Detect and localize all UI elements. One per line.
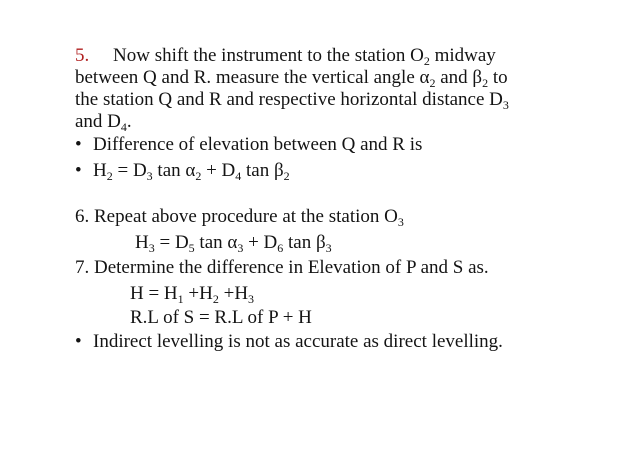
eq-text: R.L of S = R.L of P + H	[130, 307, 312, 328]
step5-line1	[75, 45, 496, 67]
eq-part: + D	[201, 160, 236, 181]
step7-text: 7. Determine the difference in Elevation of P and S as.	[75, 257, 489, 278]
eq-part: tan α	[194, 232, 238, 253]
eq-part: +H	[183, 283, 213, 304]
bullet-text: Indirect levelling is not as accurate as direct levelling.	[93, 331, 503, 352]
step6-equation	[135, 232, 332, 254]
subscript: 6	[277, 241, 284, 255]
subscript: 2	[195, 169, 202, 183]
step5-line3	[75, 89, 509, 111]
eq-part: + D	[243, 232, 278, 253]
step5-line4	[75, 111, 132, 133]
eq-part: H	[135, 232, 149, 253]
bullet-icon: •	[75, 160, 82, 181]
bullet-text: Difference of elevation between Q and R is	[93, 134, 423, 155]
step5-text: .	[126, 111, 132, 132]
step5-text: and β	[435, 67, 483, 88]
subscript: 2	[423, 54, 430, 68]
bullet-icon: •	[75, 331, 82, 352]
step7-equation	[130, 283, 254, 305]
step5-line2	[75, 67, 508, 89]
eq-part: = D	[154, 232, 189, 253]
subscript: 5	[188, 241, 195, 255]
bullet-item-h2-equation	[75, 160, 290, 182]
subscript: 3	[146, 169, 153, 183]
step5-text: Now shift the instrument to the station O	[113, 45, 424, 66]
bullet-item-difference	[75, 134, 422, 156]
subscript: 2	[482, 76, 489, 90]
subscript: 1	[177, 292, 184, 306]
step6-text: 6. Repeat above procedure at the station O	[75, 206, 398, 227]
eq-part: = D	[112, 160, 147, 181]
subscript: 2	[212, 292, 219, 306]
bullet-item-indirect	[75, 331, 503, 353]
step5-text: midway	[429, 45, 496, 66]
subscript: 4	[120, 120, 127, 134]
subscript: 2	[106, 169, 113, 183]
step5-text: between Q and R. measure the vertical angle α	[75, 67, 430, 88]
eq-part: +H	[218, 283, 249, 304]
subscript: 3	[502, 98, 509, 112]
step5-text: and D	[75, 111, 121, 132]
subscript: 3	[237, 241, 244, 255]
step5-text: to	[488, 67, 508, 88]
eq-part: tan β	[241, 160, 284, 181]
bullet-icon: •	[75, 134, 82, 155]
subscript: 3	[397, 215, 404, 229]
subscript: 3	[248, 292, 255, 306]
subscript: 2	[429, 76, 436, 90]
eq-part: H	[93, 160, 107, 181]
subscript: 3	[325, 241, 332, 255]
eq-part: H = H	[130, 283, 178, 304]
subscript: 2	[283, 169, 290, 183]
eq-part: tan α	[152, 160, 196, 181]
eq-part: tan β	[283, 232, 326, 253]
rl-equation	[130, 307, 312, 329]
step5-text: the station Q and R and respective horizontal distance D	[75, 89, 503, 110]
subscript: 4	[235, 169, 242, 183]
subscript: 3	[148, 241, 155, 255]
step5-number: 5.	[75, 45, 90, 66]
step6-line	[75, 206, 404, 228]
step7-line	[75, 257, 489, 279]
